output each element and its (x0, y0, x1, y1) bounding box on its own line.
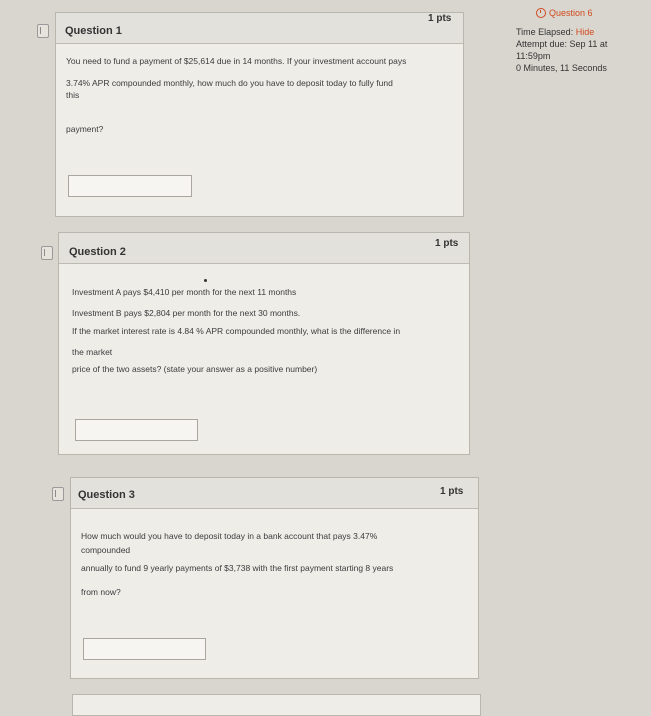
question-1-card (55, 12, 464, 217)
question-2-answer-input[interactable] (75, 419, 198, 441)
question-2-line-4: the market (72, 347, 113, 357)
question-1-line-3: this (66, 90, 80, 100)
question-3-title: Question 3 (78, 489, 135, 501)
question-3-card (70, 477, 479, 679)
attempt-due: Attempt due: Sep 11 at (516, 39, 608, 49)
time-elapsed-row (516, 26, 646, 38)
question-2-points: 1 pts (435, 238, 459, 249)
question-1-line-4: payment? (66, 124, 104, 134)
cursor-dot (204, 279, 207, 282)
time-elapsed-label: Time Elapsed: (516, 27, 574, 37)
question-3-points: 1 pts (440, 486, 464, 497)
question-6-link[interactable] (536, 8, 646, 18)
hide-timer-link[interactable]: Hide (575, 27, 595, 37)
question-2-line-1: Investment A pays $4,410 per month for the next 11 months (72, 287, 297, 297)
attempt-due-time: 11:59pm (516, 51, 551, 61)
flag-question-3-icon[interactable] (52, 487, 64, 501)
question-2-line-2: Investment B pays $2,804 per month for the next 30 months. (72, 308, 301, 318)
question-3-line-2: compounded (81, 545, 131, 555)
question-3-line-4: from now? (81, 587, 121, 597)
question-2-line-5: price of the two assets? (state your answer as a positive number) (72, 364, 318, 374)
question-1-line-2: 3.74% APR compounded monthly, how much do you have to deposit today to fully fund (66, 78, 393, 88)
question-6-label[interactable]: Question 6 (549, 8, 593, 18)
question-3-line-3: annually to fund 9 yearly payments of $3,738 with the first payment starting 8 years (81, 563, 394, 573)
flag-question-2-icon[interactable] (41, 246, 53, 260)
flag-question-1-icon[interactable] (37, 24, 49, 38)
sidebar (516, 8, 646, 74)
question-3-answer-input[interactable] (83, 638, 206, 660)
question-2-line-3: If the market interest rate is 4.84 % APR compounded monthly, what is the difference in (72, 326, 401, 336)
elapsed-value: 0 Minutes, 11 Seconds (516, 63, 607, 73)
question-1-title: Question 1 (65, 25, 122, 37)
question-1-line-1: You need to fund a payment of $25,614 due in 14 months. If your investment account pays (66, 56, 407, 66)
question-3-line-1: How much would you have to deposit today in a bank account that pays 3.47% (81, 531, 378, 541)
question-1-answer-input[interactable] (68, 175, 192, 197)
question-2-title: Question 2 (69, 246, 126, 258)
question-2-card (58, 232, 470, 455)
clock-icon (536, 8, 546, 18)
question-1-points: 1 pts (428, 13, 452, 24)
question-4-card-edge (72, 694, 481, 716)
